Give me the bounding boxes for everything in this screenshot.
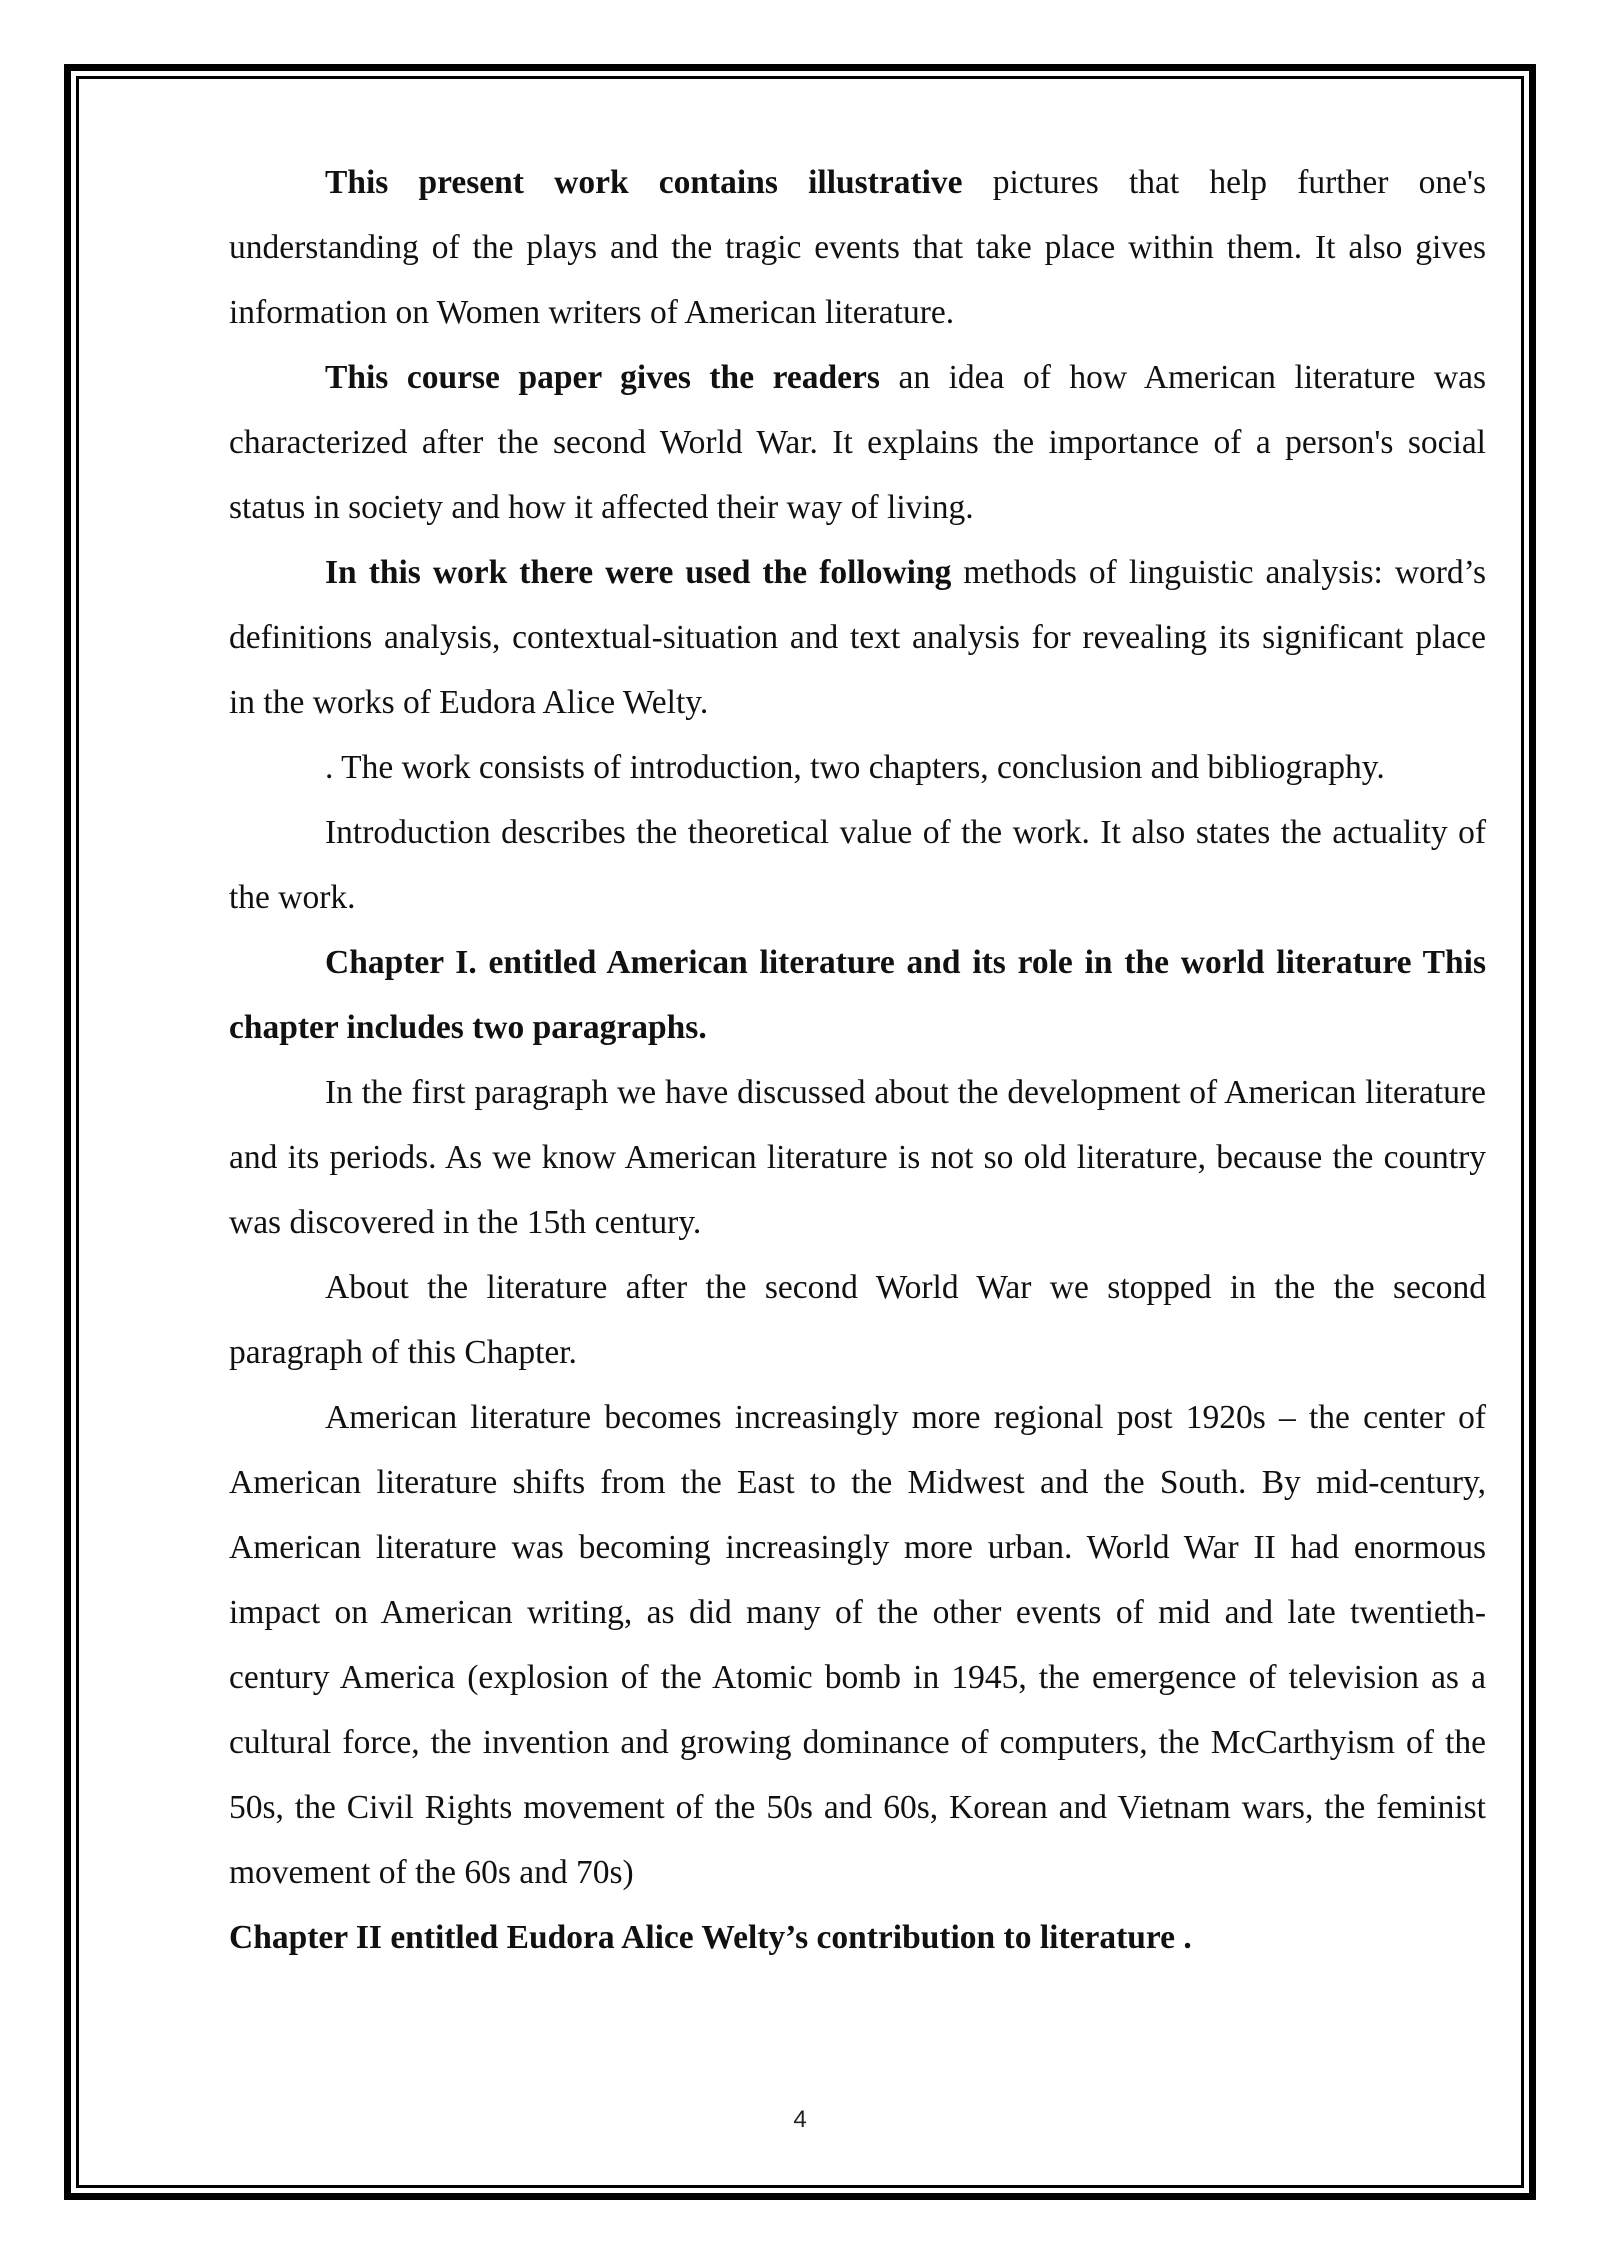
paragraph-regional [229,1385,1486,1905]
paragraph-chapter-one [229,930,1486,1060]
paragraph-introduction [229,800,1486,930]
paragraph-text: In the first paragraph we have discussed about the development of American literature and its periods. As we know American literature is not so old literature, because the country was discovered in the 15th century. [229,1074,1486,1241]
paragraph-lead: Chapter II entitled Eudora Alice Welty’s contribution to literature . [229,1919,1192,1956]
paragraph-lead: This present work contains illustrative [325,164,963,201]
paragraph-lead: Chapter I. entitled American literature and its role in the world literature This chapter includes two paragraphs. [229,944,1486,1046]
paragraph-lead: In this work there were used the following [325,554,952,591]
paragraph-readers [229,345,1486,540]
paragraph-illustrative [229,150,1486,345]
paragraph-chapter-two [229,1905,1486,1970]
paragraph-text: methods of linguistic analysis: word’s definitions analysis, contextual-situation and text analysis for revealing its significant place in the works of Eudora Alice Welty. [229,554,1487,721]
page-number: 4 [793,2106,807,2133]
paragraph-first-paragraph [229,1060,1486,1255]
paragraph-text: . The work consists of introduction, two chapters, conclusion and bibliography. [325,749,1385,786]
paragraph-lead: This course paper gives the readers [325,359,880,396]
document-body [229,150,1486,1970]
paragraph-methods [229,540,1486,735]
paragraph-text: pictures that help further one's understanding of the plays and the tragic events that take place within them. It also gives information on Women writers of American literature. [229,164,1487,331]
paragraph-structure [229,735,1486,800]
paragraph-text: Introduction describes the theoretical value of the work. It also states the actuality of the work. [229,814,1486,916]
paragraph-second-paragraph [229,1255,1486,1385]
paragraph-text: American literature becomes increasingly more regional post 1920s – the center of American literature shifts from the East to the Midwest and the South. By mid-century, American literature was becoming increasingly more urban. World War II had enormous impact on American writing, as did many of the other events of mid and late twentieth-century America (explosion of the Atomic bomb in 1945, the emergence of television as a cultural force, the invention and growing dominance of computers, the McCarthyism of the 50s, the Civil Rights movement of the 50s and 60s, Korean and Vietnam wars, the feminist movement of the 60s and 70s) [229,1399,1486,1891]
paragraph-text: an idea of how American literature was characterized after the second World War. It explains the importance of a person's social status in society and how it affected their way of living. [229,359,1486,526]
paragraph-text: About the literature after the second World War we stopped in the the second paragraph of this Chapter. [229,1269,1486,1371]
